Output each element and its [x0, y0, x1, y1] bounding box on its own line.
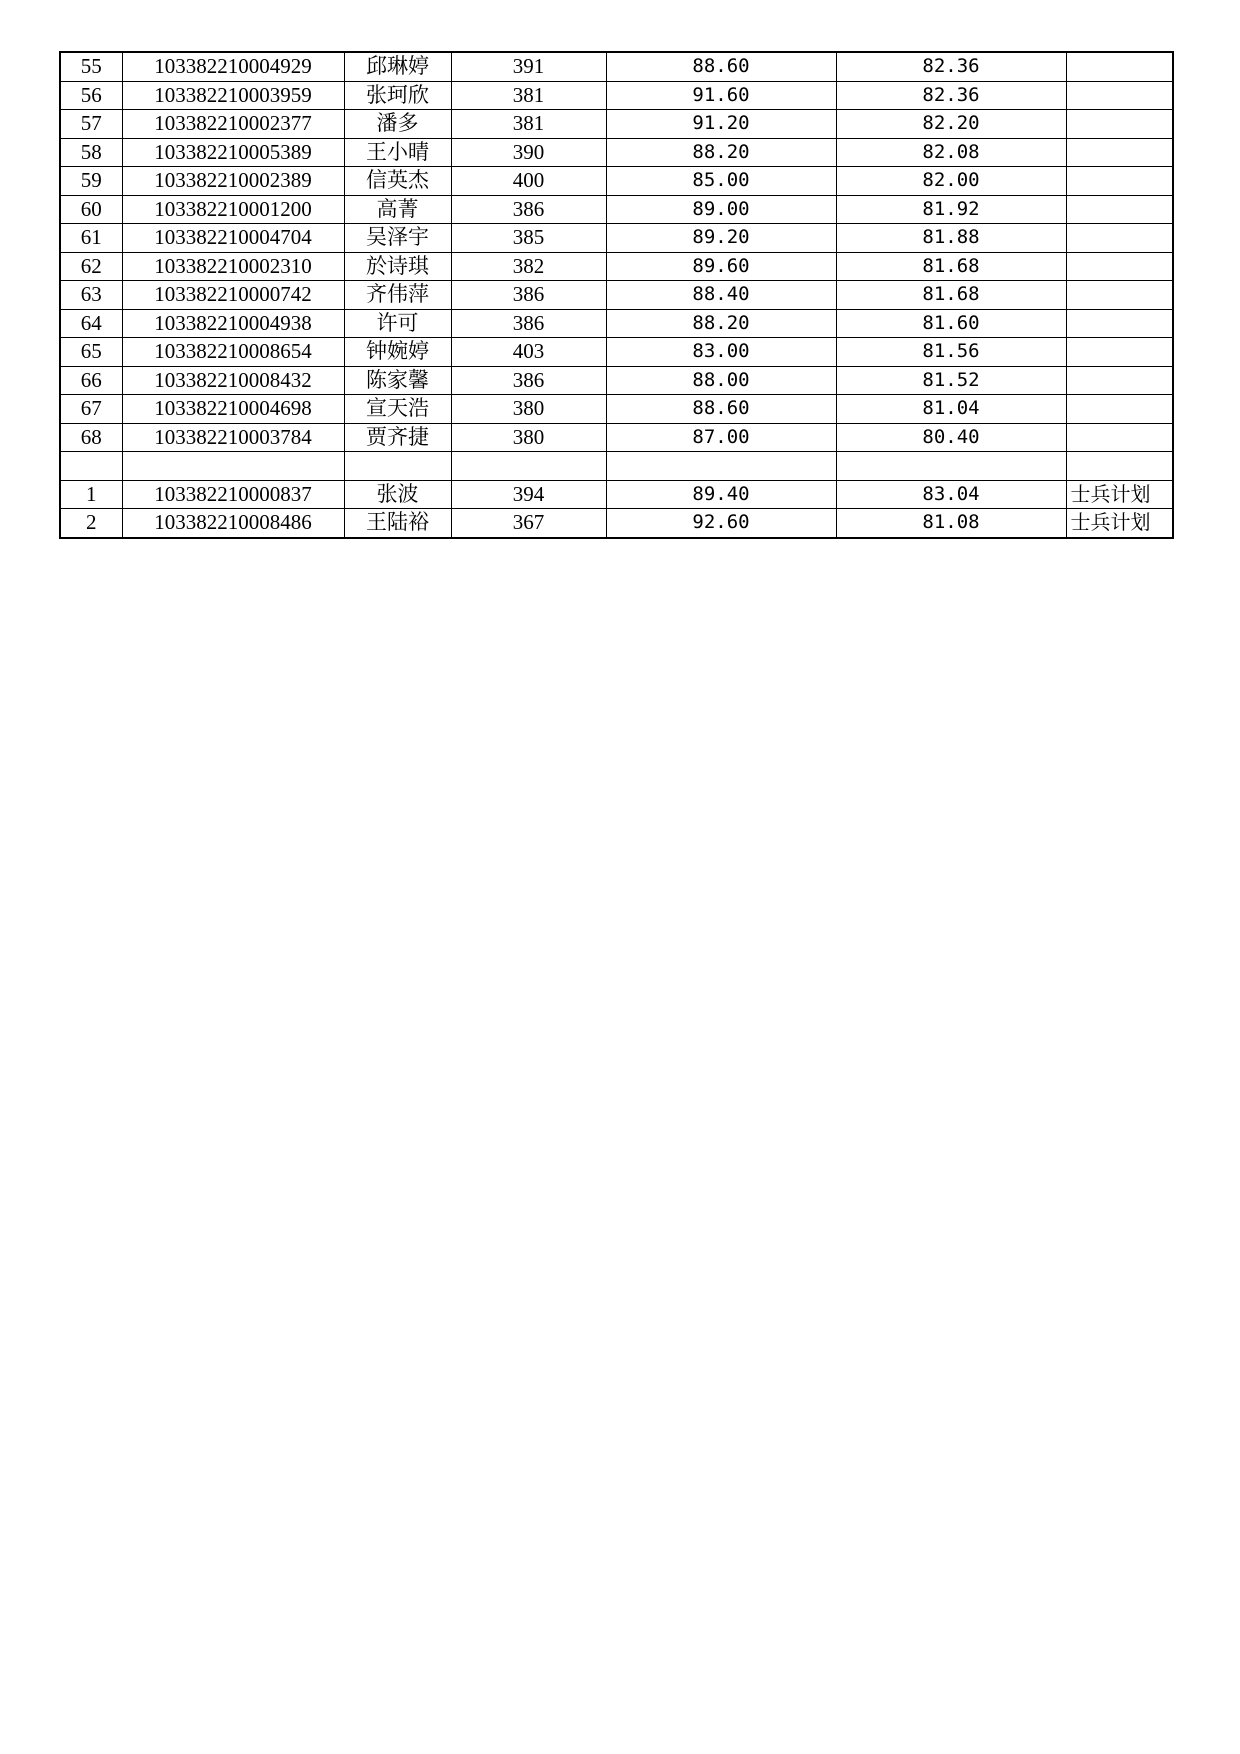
cell-candidate-id: 103382210001200 [122, 195, 344, 224]
cell-interview-score: 91.60 [606, 81, 836, 110]
cell-interview-score: 88.60 [606, 395, 836, 424]
cell-seq: 56 [60, 81, 122, 110]
cell-name: 许可 [344, 309, 451, 338]
cell-seq: 1 [60, 480, 122, 509]
cell-interview-score [606, 452, 836, 481]
cell-candidate-id: 103382210002389 [122, 167, 344, 196]
cell-name: 王小晴 [344, 138, 451, 167]
table-row [60, 395, 1173, 424]
cell-exam-score: 380 [451, 395, 606, 424]
cell-name: 潘多 [344, 110, 451, 139]
cell-candidate-id: 103382210008432 [122, 366, 344, 395]
cell-note [1066, 423, 1173, 452]
cell-name: 齐伟萍 [344, 281, 451, 310]
cell-note [1066, 195, 1173, 224]
cell-note [1066, 110, 1173, 139]
cell-exam-score: 386 [451, 281, 606, 310]
cell-candidate-id: 103382210002377 [122, 110, 344, 139]
table-body [60, 52, 1173, 538]
cell-name: 於诗琪 [344, 252, 451, 281]
cell-total-score: 82.08 [836, 138, 1066, 167]
cell-seq: 59 [60, 167, 122, 196]
table-row [60, 224, 1173, 253]
table-row [60, 81, 1173, 110]
cell-interview-score: 89.00 [606, 195, 836, 224]
cell-seq: 60 [60, 195, 122, 224]
cell-exam-score: 390 [451, 138, 606, 167]
cell-seq: 2 [60, 509, 122, 538]
cell-total-score: 81.88 [836, 224, 1066, 253]
cell-exam-score: 386 [451, 195, 606, 224]
results-table [59, 51, 1174, 539]
cell-exam-score: 382 [451, 252, 606, 281]
cell-seq: 66 [60, 366, 122, 395]
cell-exam-score: 391 [451, 52, 606, 81]
cell-interview-score: 88.40 [606, 281, 836, 310]
cell-candidate-id: 103382210008486 [122, 509, 344, 538]
cell-candidate-id: 103382210005389 [122, 138, 344, 167]
cell-total-score: 82.36 [836, 52, 1066, 81]
cell-total-score [836, 452, 1066, 481]
cell-candidate-id [122, 452, 344, 481]
cell-interview-score: 88.00 [606, 366, 836, 395]
cell-seq: 61 [60, 224, 122, 253]
table-row [60, 309, 1173, 338]
cell-total-score: 81.92 [836, 195, 1066, 224]
cell-seq: 62 [60, 252, 122, 281]
cell-note: 士兵计划 [1066, 509, 1173, 538]
cell-seq: 64 [60, 309, 122, 338]
cell-exam-score [451, 452, 606, 481]
table-row [60, 281, 1173, 310]
table-row [60, 52, 1173, 81]
cell-seq [60, 452, 122, 481]
cell-candidate-id: 103382210000837 [122, 480, 344, 509]
cell-name: 王陆裕 [344, 509, 451, 538]
table-row [60, 252, 1173, 281]
cell-candidate-id: 103382210004938 [122, 309, 344, 338]
cell-exam-score: 386 [451, 366, 606, 395]
table-row [60, 110, 1173, 139]
cell-note [1066, 395, 1173, 424]
cell-total-score: 81.68 [836, 252, 1066, 281]
cell-interview-score: 88.60 [606, 52, 836, 81]
cell-total-score: 81.52 [836, 366, 1066, 395]
cell-seq: 63 [60, 281, 122, 310]
cell-note [1066, 252, 1173, 281]
cell-name: 贾齐捷 [344, 423, 451, 452]
cell-name: 高菁 [344, 195, 451, 224]
cell-exam-score: 400 [451, 167, 606, 196]
cell-interview-score: 89.40 [606, 480, 836, 509]
table-row [60, 195, 1173, 224]
cell-note [1066, 338, 1173, 367]
cell-exam-score: 403 [451, 338, 606, 367]
cell-name: 张珂欣 [344, 81, 451, 110]
cell-interview-score: 87.00 [606, 423, 836, 452]
cell-total-score: 82.00 [836, 167, 1066, 196]
cell-seq: 67 [60, 395, 122, 424]
table-row [60, 167, 1173, 196]
cell-name: 钟婉婷 [344, 338, 451, 367]
cell-exam-score: 386 [451, 309, 606, 338]
cell-candidate-id: 103382210004704 [122, 224, 344, 253]
cell-interview-score: 89.60 [606, 252, 836, 281]
cell-name: 张波 [344, 480, 451, 509]
cell-exam-score: 381 [451, 110, 606, 139]
cell-exam-score: 394 [451, 480, 606, 509]
table-row [60, 138, 1173, 167]
cell-interview-score: 85.00 [606, 167, 836, 196]
table-row [60, 423, 1173, 452]
cell-note [1066, 81, 1173, 110]
cell-total-score: 83.04 [836, 480, 1066, 509]
table-row [60, 366, 1173, 395]
cell-interview-score: 89.20 [606, 224, 836, 253]
cell-name: 邱琳婷 [344, 52, 451, 81]
cell-seq: 57 [60, 110, 122, 139]
cell-note [1066, 452, 1173, 481]
cell-total-score: 81.56 [836, 338, 1066, 367]
table-row [60, 480, 1173, 509]
cell-candidate-id: 103382210003959 [122, 81, 344, 110]
cell-interview-score: 92.60 [606, 509, 836, 538]
cell-exam-score: 380 [451, 423, 606, 452]
cell-note: 士兵计划 [1066, 480, 1173, 509]
table-row [60, 452, 1173, 481]
cell-seq: 55 [60, 52, 122, 81]
cell-seq: 58 [60, 138, 122, 167]
cell-candidate-id: 103382210000742 [122, 281, 344, 310]
cell-candidate-id: 103382210004698 [122, 395, 344, 424]
cell-total-score: 82.20 [836, 110, 1066, 139]
cell-note [1066, 167, 1173, 196]
cell-total-score: 81.60 [836, 309, 1066, 338]
cell-note [1066, 52, 1173, 81]
cell-interview-score: 83.00 [606, 338, 836, 367]
cell-note [1066, 309, 1173, 338]
cell-candidate-id: 103382210002310 [122, 252, 344, 281]
cell-note [1066, 281, 1173, 310]
cell-total-score: 81.68 [836, 281, 1066, 310]
cell-exam-score: 367 [451, 509, 606, 538]
cell-candidate-id: 103382210004929 [122, 52, 344, 81]
cell-name: 陈家馨 [344, 366, 451, 395]
cell-candidate-id: 103382210003784 [122, 423, 344, 452]
cell-interview-score: 88.20 [606, 138, 836, 167]
cell-total-score: 81.08 [836, 509, 1066, 538]
cell-name: 宣天浩 [344, 395, 451, 424]
cell-note [1066, 224, 1173, 253]
cell-name [344, 452, 451, 481]
cell-seq: 65 [60, 338, 122, 367]
cell-exam-score: 385 [451, 224, 606, 253]
cell-seq: 68 [60, 423, 122, 452]
cell-total-score: 80.40 [836, 423, 1066, 452]
cell-total-score: 82.36 [836, 81, 1066, 110]
cell-candidate-id: 103382210008654 [122, 338, 344, 367]
table-row [60, 338, 1173, 367]
cell-name: 吴泽宇 [344, 224, 451, 253]
cell-note [1066, 138, 1173, 167]
cell-total-score: 81.04 [836, 395, 1066, 424]
cell-interview-score: 91.20 [606, 110, 836, 139]
cell-exam-score: 381 [451, 81, 606, 110]
cell-interview-score: 88.20 [606, 309, 836, 338]
cell-note [1066, 366, 1173, 395]
cell-name: 信英杰 [344, 167, 451, 196]
table-row [60, 509, 1173, 538]
